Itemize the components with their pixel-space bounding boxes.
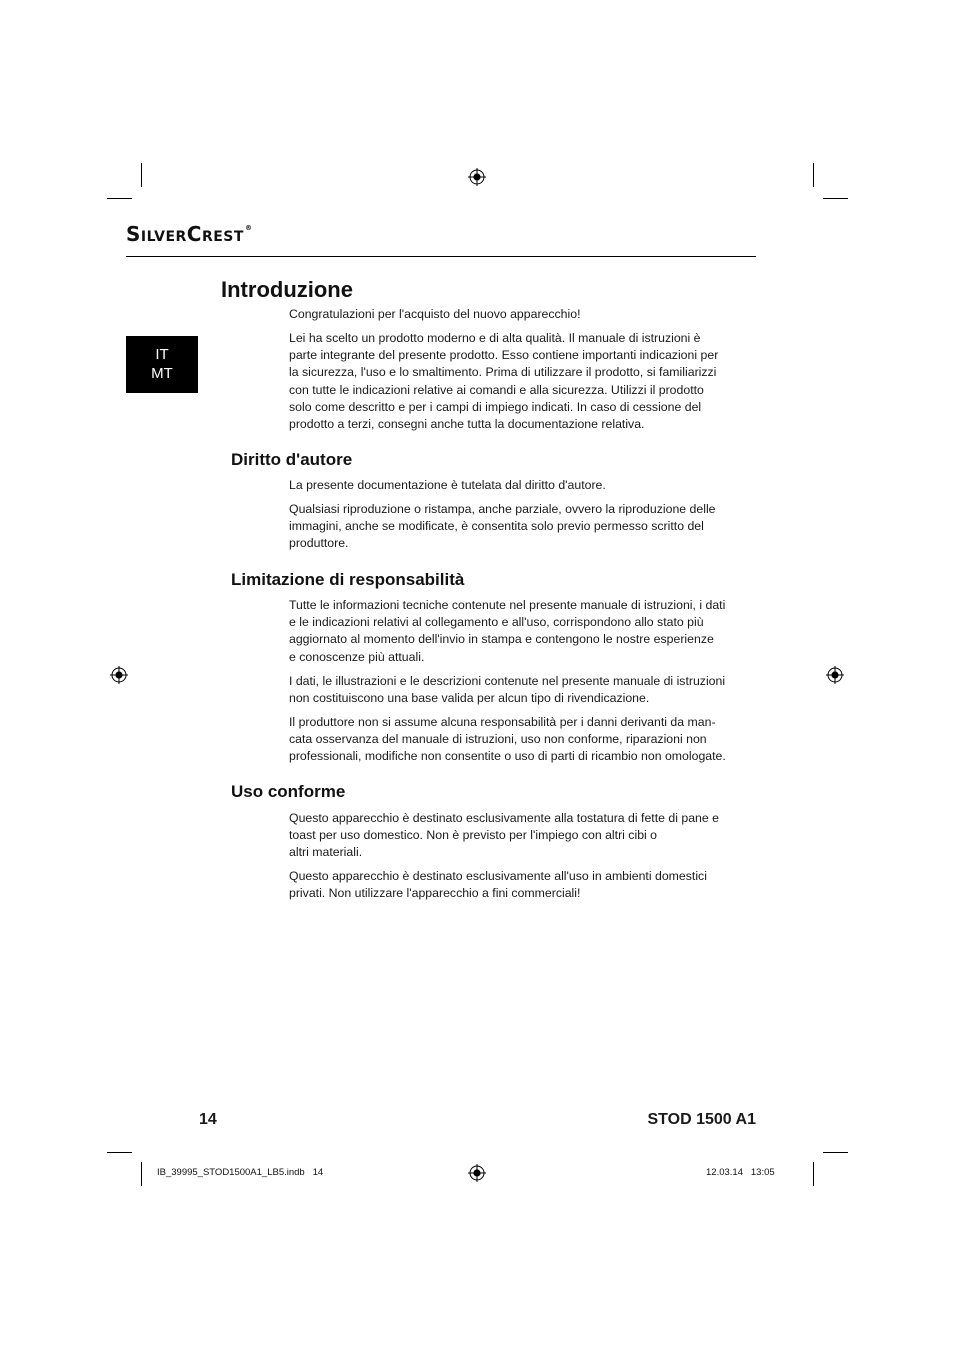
registration-mark-icon — [110, 666, 128, 684]
crop-mark — [813, 163, 814, 187]
intended-use-paragraph-1: Questo apparecchio è destinato esclusivamente alla tostatura di fette di pane e toast per uso domestico. Non è previsto per l'impiego con altri cibi o altri materiali. — [289, 811, 719, 860]
section-heading-intended-use: Uso conforme — [231, 782, 346, 801]
registered-mark: ® — [244, 224, 253, 232]
intended-use-paragraph-2: Questo apparecchio è destinato esclusivamente all'uso in ambienti domestici privati. Non utilizzare l'apparecchio a fini commerciali! — [289, 869, 707, 901]
liability-paragraph-1: Tutte le informazioni tecniche contenute nel presente manuale di istruzioni, i dati e le indicazioni relativi al collegamento e all'uso, corrispondono allo stato più aggiornato al momento dell'invio in stampa e contengono le nostre esperienze e conoscenze più attuali. — [289, 598, 726, 664]
page-number: 14 — [199, 1111, 217, 1128]
crop-mark — [107, 198, 132, 199]
crop-mark — [107, 1152, 132, 1153]
crop-mark — [141, 1162, 142, 1186]
liability-paragraph-2: I dati, le illustrazioni e le descrizioni contenute nel presente manuale di istruzioni non costituiscono una base valida per alcun tipo di rivendicazione. — [289, 674, 726, 706]
section-heading-liability: Limitazione di responsabilità — [231, 570, 465, 589]
section-heading-copyright: Diritto d'autore — [231, 450, 353, 469]
crop-mark — [823, 1152, 848, 1153]
copyright-paragraph-1: La presente documentazione è tutelata dal diritto d'autore. — [289, 478, 606, 492]
header-rule — [126, 256, 756, 257]
intro-paragraph-2: Lei ha scelto un prodotto moderno e di alta qualità. Il manuale di istruzioni è parte integrante del presente prodotto. Esso contiene importanti indicazioni per la sicurezza, l'uso e lo smaltimento. Prima di utilizzare il prodotto, si familiarizzi con tutte le indicazioni relative ai comandi e alla sicurezza. Utilizzi il prodotto solo come descritto e per i campi di impiego indicati. In caso di cessione del prodotto a terzi, consegni anche tutta la documentazione relativa. — [289, 331, 719, 432]
language-tab — [126, 336, 198, 393]
intro-paragraph-1: Congratulazioni per l'acquisto del nuovo apparecchio! — [289, 307, 581, 321]
copyright-paragraph-2: Qualsiasi riproduzione o ristampa, anche parziale, ovvero la riproduzione delle immagini, anche se modificate, è consentita solo previo permesso scritto del produttore. — [289, 502, 716, 551]
model-number: STOD 1500 A1 — [647, 1111, 756, 1128]
registration-mark-icon — [468, 1164, 486, 1182]
print-slug-file: IB_39995_STOD1500A1_LB5.indb 14 — [157, 1167, 324, 1178]
language-tab-mt: MT — [151, 365, 173, 382]
registration-mark-icon — [468, 168, 486, 186]
liability-paragraph-3: Il produttore non si assume alcuna responsabilità per i danni derivanti da man- cata osservanza del manuale di istruzioni, uso non conforme, riparazioni non professionali, modifiche non consentite o uso di parti di ricambio non omologate. — [289, 715, 726, 764]
registration-mark-icon — [826, 666, 844, 684]
page-title: Introduzione — [221, 277, 353, 302]
crop-mark — [823, 198, 848, 199]
brand-name: SilverCrest — [126, 222, 244, 246]
print-slug-datetime: 12.03.14 13:05 — [706, 1167, 775, 1178]
language-tab-it: IT — [155, 346, 169, 363]
crop-mark — [141, 163, 142, 187]
brand-logo — [126, 222, 252, 246]
crop-mark — [813, 1162, 814, 1186]
